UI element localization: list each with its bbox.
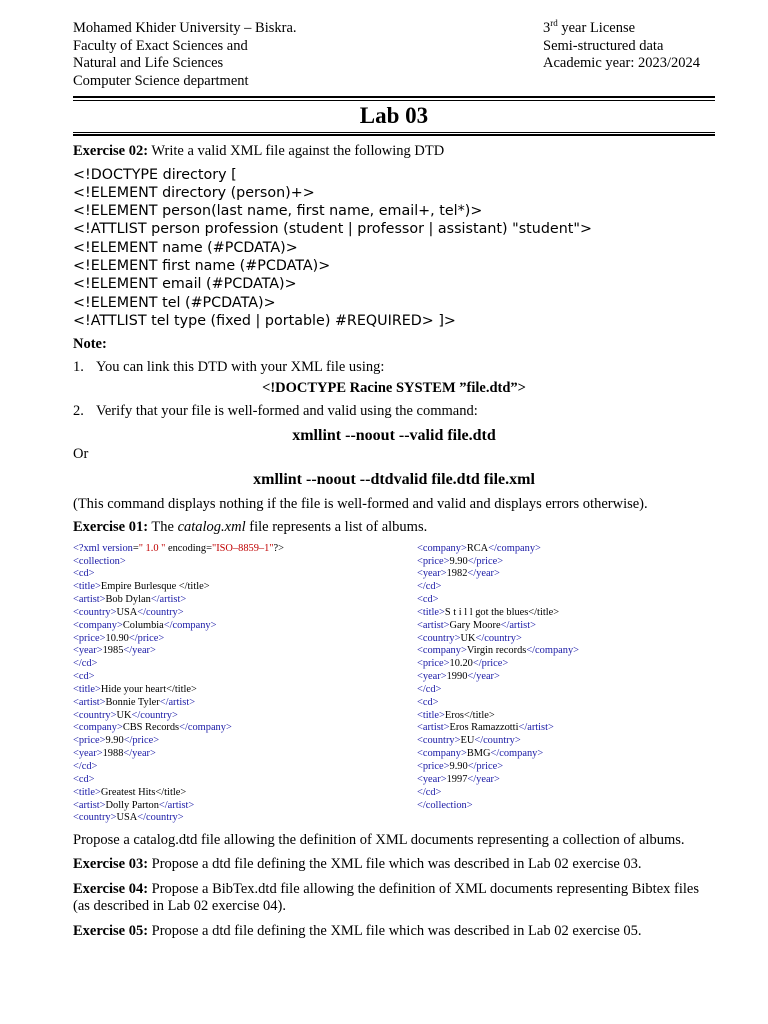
xml-tag: <country> <box>417 632 461 644</box>
xml-code-line <box>417 722 579 735</box>
xml-code-line <box>73 710 284 723</box>
xml-tag: </year> <box>123 748 156 760</box>
xml-tag: </price> <box>128 632 165 644</box>
xml-tag: </artist> <box>150 594 187 606</box>
xml-tag: <cd> <box>417 594 439 606</box>
exercise-text: file represents a list of albums. <box>245 519 428 536</box>
lab-document <box>73 18 715 939</box>
xml-code-line <box>73 633 284 646</box>
xml-tag: <year> <box>417 671 447 683</box>
xml-tag: </collection> <box>417 799 473 811</box>
xml-tag: <price> <box>73 632 106 644</box>
xml-code-line <box>73 774 284 787</box>
xml-code-line <box>73 722 284 735</box>
xml-code-line <box>73 812 284 825</box>
xml-tag: <artist> <box>417 619 450 631</box>
xml-text: Gary Moore <box>449 619 501 631</box>
title-divider <box>73 132 715 133</box>
list-number: 1. <box>73 358 84 375</box>
xml-tag: <company> <box>417 645 467 657</box>
xml-text: 9.90 <box>449 555 468 567</box>
header-divider <box>73 96 715 98</box>
xml-tag: <country> <box>73 812 117 824</box>
list-number: 2. <box>73 402 84 419</box>
dtd-line: <!ATTLIST person profession (student | professor | assistant) "student"> <box>73 221 592 238</box>
xml-tag: </artist> <box>159 696 196 708</box>
xml-text: 1990 <box>446 671 468 683</box>
xml-text: Bonnie Tyler <box>105 696 160 708</box>
xml-code-line <box>73 607 284 620</box>
course-block <box>543 20 700 73</box>
xml-code-line <box>417 735 579 748</box>
xml-text: USA <box>116 606 138 618</box>
xml-code-line <box>417 594 579 607</box>
dtd-line: <!ELEMENT first name (#PCDATA)> <box>73 257 331 274</box>
xml-text: S t i l l got the blues</title> <box>444 606 560 618</box>
xml-text: Greatest Hits</title> <box>100 786 187 798</box>
xml-text: encoding <box>165 542 207 554</box>
xml-code-line <box>417 556 579 569</box>
xml-code-column-left <box>73 543 284 826</box>
xml-tag: </company> <box>488 542 541 554</box>
xml-text: = <box>206 542 212 554</box>
xml-tag: xml version <box>83 542 133 554</box>
exercise-04 <box>73 881 715 916</box>
xml-code-line <box>73 620 284 633</box>
xml-code-line <box>73 581 284 594</box>
xml-code-line <box>417 787 579 800</box>
dtd-line: <!DOCTYPE directory [ <box>73 166 237 183</box>
header-left-line: Natural and Life Sciences <box>73 55 224 71</box>
xml-tag: </price> <box>472 658 509 670</box>
dtd-line: <!ELEMENT tel (#PCDATA)> <box>73 294 276 311</box>
xml-tag: </company> <box>163 619 217 631</box>
xml-tag: </cd> <box>73 761 98 773</box>
xml-code-line <box>73 761 284 774</box>
xml-text: CBS Records <box>122 722 180 734</box>
xml-text: USA <box>116 812 138 824</box>
xml-code-line <box>417 671 579 684</box>
xml-text: UK <box>460 632 476 644</box>
xml-tag: <cd> <box>73 773 95 785</box>
xml-code-column-right <box>417 543 579 813</box>
xml-text: 10.90 <box>105 632 129 644</box>
exercise-text: Propose a BibTex.dtd file allowing the definition of XML documents representing Bibtex files (as described in Lab 02 exercise 04). <box>73 880 699 915</box>
exercise-01-heading <box>73 519 715 537</box>
xml-tag: </year> <box>467 671 500 683</box>
xml-code-line <box>73 735 284 748</box>
xml-tag: <? <box>73 542 84 554</box>
xml-text: 9.90 <box>105 735 124 747</box>
or-label: Or <box>73 446 89 463</box>
document-header <box>73 20 715 92</box>
xml-tag: </company> <box>526 645 580 657</box>
xml-tag: </company> <box>179 722 232 734</box>
xml-tag: <company> <box>417 748 467 760</box>
page-title: Lab 03 <box>359 103 429 128</box>
xml-tag: <cd> <box>73 671 95 683</box>
exercise-03 <box>73 856 715 874</box>
dtd-line: <!ELEMENT email (#PCDATA)> <box>73 276 297 293</box>
xml-text: 1985 <box>102 645 124 657</box>
xml-tag: </price> <box>467 555 504 567</box>
note-text: You can link this DTD with your XML file using: <box>96 358 385 375</box>
xml-text: 9.90 <box>449 761 468 773</box>
course-name: Semi-structured data <box>543 37 664 54</box>
xml-tag: <title> <box>73 683 101 695</box>
header-left-line: Mohamed Khider University – Biskra. <box>73 20 297 36</box>
xml-text: Eros</title> <box>444 709 495 721</box>
xml-code-line <box>73 645 284 658</box>
xml-tag: <artist> <box>73 594 106 606</box>
xml-code-line <box>417 581 579 594</box>
exercise-label: Exercise 02: <box>73 143 149 159</box>
xml-code-line <box>73 658 284 671</box>
exercise-label: Exercise 01: <box>73 519 149 536</box>
exercise-text: Propose a dtd file defining the XML file which was described in Lab 02 exercise 03. <box>148 856 642 873</box>
xml-text: BMG <box>466 748 491 760</box>
xml-tag: <title> <box>73 581 101 593</box>
xml-tag: </country> <box>475 632 522 644</box>
xml-attribute-value: "ISO–8859–1" <box>211 542 274 554</box>
xml-code-line <box>417 645 579 658</box>
xml-tag: <title> <box>417 709 445 721</box>
xml-text: ?> <box>273 542 285 554</box>
xml-code-line <box>73 568 284 581</box>
note-item-1 <box>73 359 715 377</box>
xml-attribute-value: " 1.0 " <box>138 542 166 554</box>
xml-tag: </year> <box>467 568 500 580</box>
xml-code-line <box>73 543 284 556</box>
xml-text: Dolly Parton <box>105 799 159 811</box>
xml-text: Eros Ramazzotti <box>449 722 519 734</box>
exercise-text: Write a valid XML file against the following DTD <box>148 143 445 159</box>
xml-text: UK <box>116 709 132 721</box>
xml-text: Columbia <box>122 619 164 631</box>
xml-text: 1997 <box>446 773 468 785</box>
xml-code-line <box>73 671 284 684</box>
xml-code-line <box>417 684 579 697</box>
xml-text: 10.20 <box>449 658 473 670</box>
xml-tag: <year> <box>417 568 447 580</box>
file-name: catalog.xml <box>177 519 246 536</box>
xml-code-line <box>417 568 579 581</box>
xml-code-line <box>417 748 579 761</box>
xml-text: 1988 <box>102 748 124 760</box>
xml-tag: </country> <box>137 606 184 618</box>
year-label: year License <box>557 20 636 36</box>
exercise-text: The <box>148 519 178 536</box>
xml-text: Virgin records <box>466 645 527 657</box>
xml-tag: <price> <box>73 735 106 747</box>
xml-tag: <cd> <box>417 696 439 708</box>
xml-text: 1982 <box>446 568 468 580</box>
xml-tag: <company> <box>73 722 123 734</box>
xml-tag: </artist> <box>500 619 536 631</box>
xml-tag: </price> <box>123 735 160 747</box>
exercise-label: Exercise 03: <box>73 856 149 873</box>
xml-tag: <year> <box>417 773 447 785</box>
xml-text: EU <box>460 735 475 747</box>
course-level <box>543 20 700 38</box>
dtd-line: <!ATTLIST tel type (fixed | portable) #REQUIRED> ]> <box>73 312 456 329</box>
xml-tag: <title> <box>73 786 101 798</box>
dtd-line: <!ELEMENT name (#PCDATA)> <box>73 239 298 256</box>
xml-tag: </year> <box>467 773 500 785</box>
xml-code-line <box>417 620 579 633</box>
exercise-label: Exercise 04: <box>73 880 149 897</box>
xml-code-listing <box>73 543 715 826</box>
xml-text: Empire Burlesque </title> <box>100 581 210 593</box>
xml-text: Bob Dylan <box>105 594 151 606</box>
xml-tag: </cd> <box>73 658 98 670</box>
xml-code-line <box>417 697 579 710</box>
xml-tag: <country> <box>73 606 117 618</box>
document-body <box>73 143 715 940</box>
exercise-05 <box>73 923 715 941</box>
dtd-line: <!ELEMENT directory (person)+> <box>73 184 315 201</box>
xml-tag: </company> <box>490 748 544 760</box>
xmllint-command-dtdvalid: xmllint --noout --dtdvalid file.dtd file.xml <box>253 470 535 488</box>
xml-code-line <box>417 543 579 556</box>
xml-tag: <cd> <box>73 568 95 580</box>
xml-tag: </artist> <box>518 722 554 734</box>
xml-tag: <year> <box>73 748 103 760</box>
xml-code-line <box>417 761 579 774</box>
note-text: Verify that your file is well-formed and valid using the command: <box>96 402 478 419</box>
xml-tag: <country> <box>417 735 461 747</box>
xml-code-line <box>417 774 579 787</box>
command-explanation: (This command displays nothing if the file is well-formed and valid and displays errors otherwise). <box>73 495 648 512</box>
xml-tag: <artist> <box>73 696 106 708</box>
title-divider <box>73 134 715 136</box>
xml-code-line <box>417 710 579 723</box>
xml-tag: <year> <box>73 645 103 657</box>
xml-text: RCA <box>466 542 489 554</box>
xmllint-command-valid: xmllint --noout --valid file.dtd <box>292 427 496 445</box>
academic-year: Academic year: 2023/2024 <box>543 55 701 71</box>
xml-tag: </country> <box>131 709 178 721</box>
year-ordinal: rd <box>550 18 558 29</box>
xml-code-line <box>417 607 579 620</box>
xml-text: = <box>132 542 139 554</box>
xml-code-line <box>417 658 579 671</box>
xml-code-line <box>73 594 284 607</box>
exercise-01-task: Propose a catalog.dtd file allowing the definition of XML documents representing a collection of albums. <box>73 831 685 848</box>
xml-tag: <artist> <box>73 799 106 811</box>
xml-tag: <price> <box>417 555 450 567</box>
xml-code-line <box>73 697 284 710</box>
xml-tag: <price> <box>417 658 450 670</box>
xml-code-line <box>73 748 284 761</box>
xml-code-line <box>73 556 284 569</box>
xml-tag: </country> <box>137 812 184 824</box>
xml-tag: <company> <box>417 542 467 554</box>
header-left-line: Faculty of Exact Sciences and <box>73 37 248 54</box>
exercise-label: Exercise 05: <box>73 922 149 939</box>
xml-tag: </country> <box>474 735 521 747</box>
dtd-line: <!ELEMENT person(last name, first name, email+, tel*)> <box>73 203 483 220</box>
institution-block <box>73 20 297 90</box>
xml-code-line <box>417 633 579 646</box>
xml-text: Hide your heart</title> <box>100 683 197 695</box>
xml-tag: <artist> <box>417 722 450 734</box>
note-item-2 <box>73 403 715 421</box>
header-left-line: Computer Science department <box>73 72 249 89</box>
xml-tag: </cd> <box>417 683 442 695</box>
dtd-code-block <box>73 166 715 331</box>
xml-code-line <box>73 800 284 813</box>
xml-tag: <company> <box>73 619 123 631</box>
xml-tag: <collection> <box>73 555 126 567</box>
xml-code-line <box>417 800 579 813</box>
xml-tag: </cd> <box>417 786 442 798</box>
xml-code-line <box>73 684 284 697</box>
note-heading: Note: <box>73 336 107 353</box>
xml-code-line <box>73 787 284 800</box>
xml-tag: </cd> <box>417 581 442 593</box>
doctype-command: <!DOCTYPE Racine SYSTEM ”file.dtd”> <box>262 380 526 397</box>
year-number: 3 <box>543 20 551 36</box>
exercise-text: Propose a dtd file defining the XML file which was described in Lab 02 exercise 05. <box>148 922 642 939</box>
xml-tag: <country> <box>73 709 117 721</box>
xml-tag: <title> <box>417 606 445 618</box>
xml-tag: </price> <box>467 761 504 773</box>
exercise-02-heading <box>73 143 715 161</box>
xml-tag: <price> <box>417 761 450 773</box>
xml-tag: </artist> <box>158 799 195 811</box>
xml-tag: </year> <box>123 645 156 657</box>
